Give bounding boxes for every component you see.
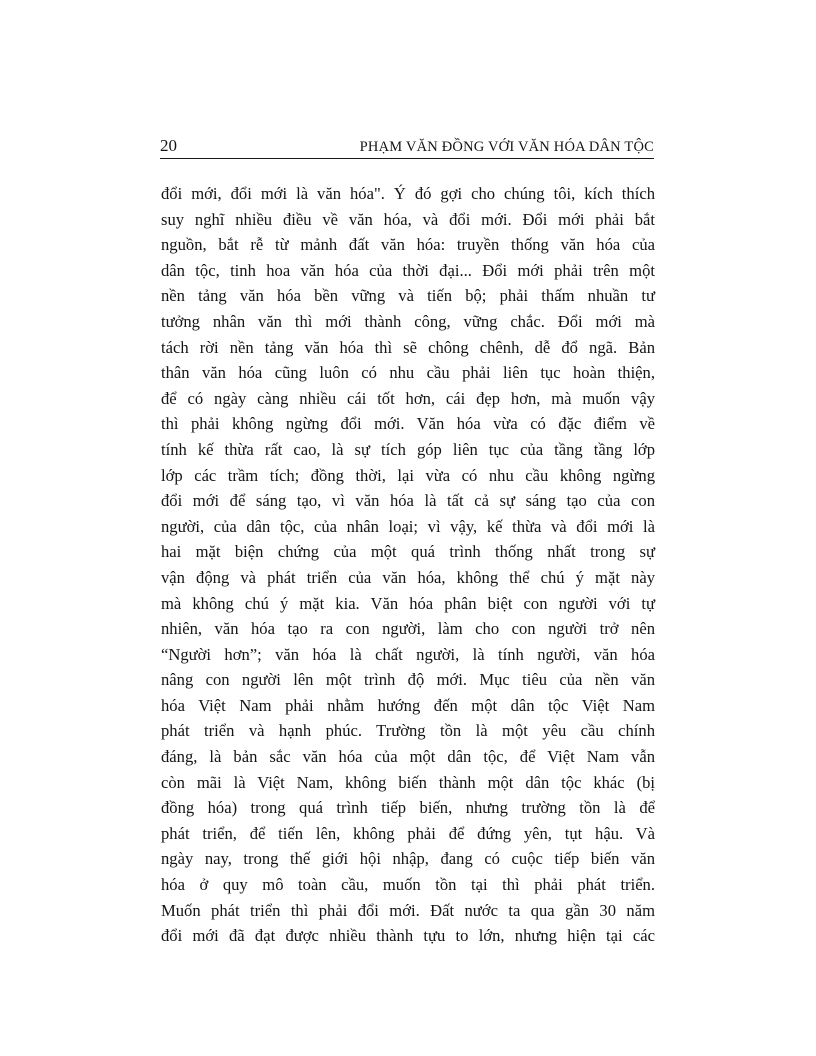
text-line: còn mãi là Việt Nam, không biến thành một dân tộc khác (bị (161, 772, 655, 792)
text-line: nguồn, bắt rễ từ mảnh đất văn hóa: truyền thống văn hóa của (161, 235, 655, 255)
page-header (160, 136, 654, 159)
text-line: ngày nay, trong thế giới hội nhập, đang có cuộc tiếp biến văn (161, 849, 655, 869)
text-line: “Người hơn”; văn hóa là chất người, là tính người, văn hóa (161, 644, 655, 664)
text-line: tưởng nhân văn thì mới thành công, vững chắc. Đổi mới mà (161, 311, 655, 331)
text-line: nâng con người lên một trình độ mới. Mục tiêu của nền văn (161, 670, 655, 690)
text-line: hóa ở quy mô toàn cầu, muốn tồn tại thì phải phát triển. (161, 875, 655, 895)
text-line: vận động và phát triển của văn hóa, không thể chú ý mặt này (161, 567, 655, 587)
text-line: suy nghĩ nhiều điều về văn hóa, và đổi mới. Đổi mới phải bắt (161, 209, 655, 229)
running-title: PHẠM VĂN ĐỒNG VỚI VĂN HÓA DÂN TỘC (359, 139, 654, 155)
text-line: dân tộc, tinh hoa văn hóa của thời đại... Đổi mới phải trên một (161, 260, 655, 280)
text-line: nền tảng văn hóa bền vững và tiến bộ; phải thấm nhuần tư (161, 286, 655, 306)
text-line: đáng, là bản sắc văn hóa của một dân tộc, để Việt Nam vẫn (161, 747, 655, 767)
text-line: tách rời nền tảng văn hóa thì sẽ chông chênh, dễ đổ ngã. Bản (161, 337, 655, 357)
text-line: Muốn phát triển thì phải đổi mới. Đất nước ta qua gần 30 năm (161, 900, 655, 920)
text-line: thì phải không ngừng đổi mới. Văn hóa vừa có đặc điểm về (161, 414, 655, 434)
text-line: đồng hóa) trong quá trình tiếp biến, nhưng trường tồn là để (161, 798, 655, 818)
text-line: đổi mới đã đạt được nhiều thành tựu to lớn, nhưng hiện tại các (161, 926, 655, 946)
body-paragraph (161, 181, 655, 949)
text-line: để có ngày càng nhiều cái tốt hơn, cái đẹp hơn, mà muốn vậy (161, 388, 655, 408)
text-line: nhiên, văn hóa tạo ra con người, làm cho con người trở nên (161, 619, 655, 639)
text-line: lớp các trầm tích; đồng thời, lại vừa có nhu cầu không ngừng (161, 465, 655, 485)
text-line: tính kế thừa rất cao, là sự tích góp liên tục của tầng tầng lớp (161, 439, 655, 459)
text-line: hai mặt biện chứng của một quá trình thống nhất trong sự (161, 542, 655, 562)
text-line: hóa Việt Nam phải nhằm hướng đến một dân tộc Việt Nam (161, 695, 655, 715)
text-line: mà không chú ý mặt kia. Văn hóa phân biệt con người với tự (161, 593, 655, 613)
text-line: đổi mới để sáng tạo, vì văn hóa là tất cả sự sáng tạo của con (161, 491, 655, 511)
text-line: thân văn hóa cũng luôn có nhu cầu phải liên tục hoàn thiện, (161, 363, 655, 383)
text-line: phát triển, để tiến lên, không phải để đứng yên, tụt hậu. Và (161, 823, 655, 843)
text-line: người, của dân tộc, của nhân loại; vì vậy, kế thừa và đổi mới là (161, 516, 655, 536)
text-line: phát triển và hạnh phúc. Trường tồn là một yêu cầu chính (161, 721, 655, 741)
page-number: 20 (160, 136, 177, 155)
text-line: đổi mới, đổi mới là văn hóa". Ý đó gợi cho chúng tôi, kích thích (161, 184, 655, 203)
